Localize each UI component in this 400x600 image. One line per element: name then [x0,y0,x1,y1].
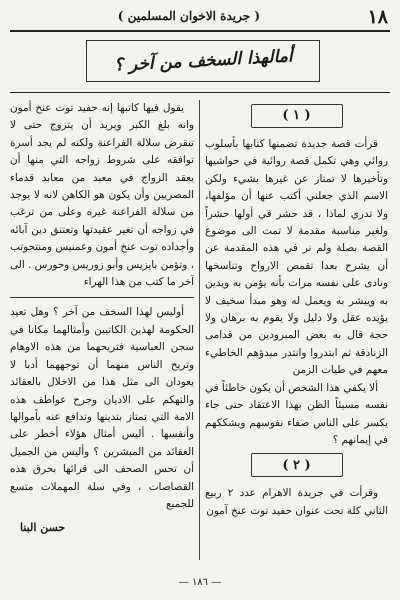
section-1-question: ألا يكفي هذا الشخص أن يكون خاطئاً في نفسه مسيئاً الظن بهذا الاعتقاد حتى جاء يكسر على الناس صفاء نفوسهم ويشككهم في إيمانهم ؟ [205,381,388,446]
title-rule [10,92,390,93]
column-divider [199,100,200,560]
section-1-paragraph: قرأت قصة جديدة تضمنها كتابها بأسلوب روائي وهي تكمل قصة روائية في حواشيها وتأخيرها لا تمتاز عن غيرها بشيء ولكن الاسم الذي جعلني أكتب عنها أن مؤلفها، ولا تدري لماذا ، قد حشر في أولها حشراً ولغير مناسبة مقدمة لا تمت الى موضوع القصة بصلة ولم نر في هذه المقدمة عن أن يشرح بعدا تقمص الارواح وتناسخها ونادى على نفسه مرات بأنه يؤمن به ويدين به ويبشر به ويعمل له وهو مبدأ سخيف لا يؤيده عقل ولا دليل ولا يقوم به برهان ولا حجة قال به بعض المبرودين من قدامى الزنادقة ثم ابتدروا وانتدر مبدؤهم الخاطيء معهم في طيات الزمن [205,138,388,377]
right-column [205,100,388,566]
article-title: أمالهذا السخف من آخر ؟ [113,46,293,76]
section-2-paragraph: وقرأت في جريدة الاهرام عدد ٢ ربيع الثاني كلة تحت عنوان حفيد توت عنخ آمون [205,487,388,517]
page-header [10,8,390,32]
section-2-label: ( ٢ ) [251,453,343,477]
author-signature: حسن البنا [20,521,66,535]
article-title-box [86,40,320,82]
page-footer: — ١٨٦ — [178,577,222,588]
section-1-label: ( ١ ) [251,104,343,128]
journal-name: ( جريدة الاخوان المسلمين ) [117,9,260,23]
left-paragraph-2: أوليس لهذا السخف من آخر ؟ وهل تعيد الحكومة لهذين الكاتبين وأمثالهما مكانا في سجن العباسية فتريحهما من هذه الاوهام وتريح الناس منهما أن توجههما أدبا لا يعودان الى مثل هذا من الاخلال بالعقائد والتهكم على الاديان وجرح عواطف هذه الامة التي تمتاز بتدينها وتدافع عنه بأموالها وأنفسها . أليس أمثال هؤلاء أخطر على العقائد من المبشرين ؟ وأليس من الجميل أن تحس الصحف الى قرائها بحرق هذه القصاصات ، وفي سلة المهملات متسع للجميع [10,306,194,510]
left-column [10,100,194,566]
left-paragraph-1: يقول فيها كاتبها إنه حفيد توت عنخ أمون وانه بلغ الكبر ويريد أن يتزوج حتى لا تنقرض سلالة الفراعنة ولكنه لم يجد أسرة توافقه على شروط زواجه التي منها أن يعقد الزواج في معبد من معابد قدماء المصريين وأن يكون هو الكاهن لانه لا يوجد من سلالة الفراعنة غيره وعلى من ترغب في زواجه أن تغير عقيدتها وتعتنق دين آبائه وأجداده توت عنخ أمون وعمنيس ومنتحوتب ، وتؤمن بايزيس وأبو زوريس وحورس . الى آخر ما كتب من هذا الهراء [10,102,194,289]
left-separator [10,297,194,298]
page-number: ١٨ [367,6,388,28]
